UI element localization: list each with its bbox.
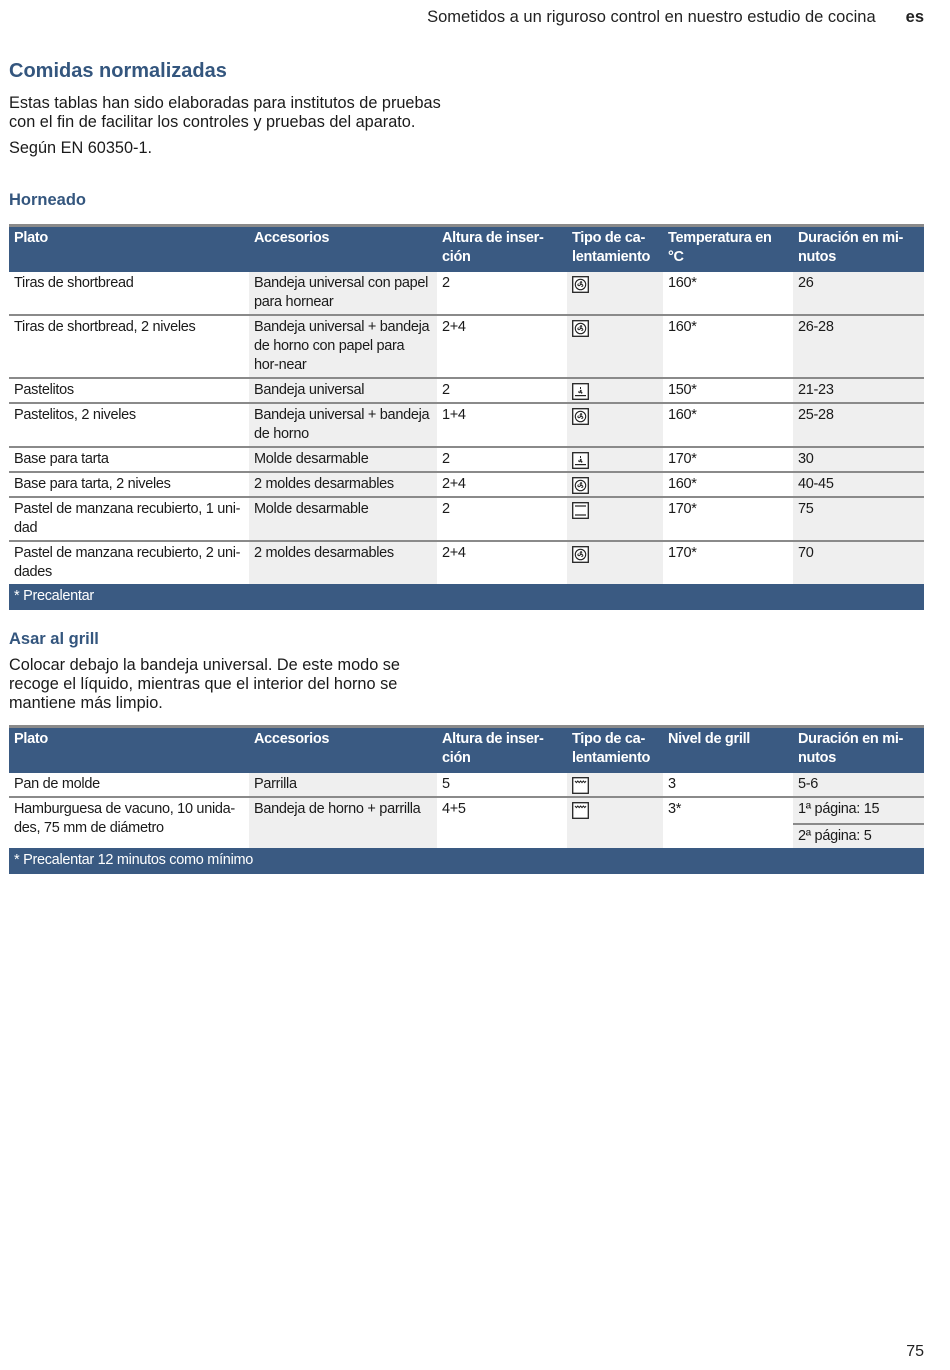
table-footnote-row [9,584,924,610]
table-row [9,272,924,315]
table-row [9,797,924,848]
cell-duracion: 30 [793,447,924,472]
table-row [9,497,924,541]
hot-air-icon [572,276,589,293]
cell-plato: Base para tarta [9,447,249,472]
column-header-plato: Plato [9,727,249,774]
cell-tipo [567,272,663,315]
cell-nivel-grill: 3 [663,773,793,797]
cell-temperatura: 160* [663,472,793,497]
grill-large-icon [572,802,589,819]
cell-temperatura: 160* [663,403,793,447]
cell-accesorios: 2 moldes desarmables [249,472,437,497]
cell-plato: Pastel de manzana recubierto, 1 uni-dad [9,497,249,541]
cell-altura: 1+4 [437,403,567,447]
language-tag: es [905,8,924,26]
cell-accesorios: Bandeja universal + bandeja de horno con papel para hor-near [249,315,437,378]
cell-plato: Pastel de manzana recubierto, 2 uni-dades [9,541,249,584]
cell-duracion [793,797,924,848]
intro-paragraph: Estas tablas han sido elaboradas para institutos de pruebas con el fin de facilitar los controles y pruebas del aparato. [9,94,441,131]
cell-altura: 4+5 [437,797,567,848]
cell-altura: 2 [437,447,567,472]
column-header-plato: Plato [9,226,249,273]
cell-nivel-grill: 3* [663,797,793,848]
cell-duracion: 40-45 [793,472,924,497]
table-footnote: * Precalentar 12 minutos como mínimo [9,848,924,874]
column-header-tipo: Tipo de ca-lentamiento [567,727,663,774]
cell-accesorios: Molde desarmable [249,497,437,541]
top-bottom-heat-icon [572,502,589,519]
page-title: Comidas normalizadas [9,60,227,82]
column-header-altura: Altura de inser-ción [437,226,567,273]
table-header-row [9,727,924,774]
cell-duracion: 5-6 [793,773,924,797]
cell-temperatura: 150* [663,378,793,403]
cell-tipo [567,315,663,378]
standard-reference: Según EN 60350-1. [9,138,153,157]
cell-accesorios: Bandeja universal + bandeja de horno [249,403,437,447]
grill-instructions: Colocar debajo la bandeja universal. De este modo se recoge el líquido, mientras que el interior del horno se mantiene más limpio. [9,656,400,712]
cell-altura: 2 [437,378,567,403]
cell-altura: 2 [437,497,567,541]
column-header-duracion: Duración en mi-nutos [793,727,924,774]
grill-table [9,725,924,874]
cell-plato: Base para tarta, 2 niveles [9,472,249,497]
cell-accesorios: Parrilla [249,773,437,797]
cell-tipo [567,497,663,541]
cell-tipo [567,403,663,447]
cell-plato: Hamburguesa de vacuno, 10 unida-des, 75 mm de diámetro [9,797,249,848]
cell-temperatura: 160* [663,272,793,315]
cell-altura: 5 [437,773,567,797]
column-header-accesorios: Accesorios [249,226,437,273]
cell-tipo [567,378,663,403]
table-row [9,403,924,447]
column-header-accesorios: Accesorios [249,727,437,774]
cell-tipo [567,541,663,584]
hot-air-icon [572,320,589,337]
cell-duracion: 25-28 [793,403,924,447]
table-header-row [9,226,924,273]
column-header-altura: Altura de inser-ción [437,727,567,774]
table-row [9,315,924,378]
table-footnote-row [9,848,924,874]
table-row [9,773,924,797]
cell-temperatura: 170* [663,541,793,584]
page-number: 75 [906,1343,924,1360]
table-row [9,378,924,403]
cell-tipo [567,797,663,848]
cell-plato: Pastelitos, 2 niveles [9,403,249,447]
cell-tipo [567,472,663,497]
table-row [9,541,924,584]
cell-accesorios: 2 moldes desarmables [249,541,437,584]
section-heading-horneado: Horneado [9,191,87,209]
column-header-temperatura: Temperatura en °C [663,226,793,273]
cell-altura: 2+4 [437,315,567,378]
intro-text [9,94,449,157]
cell-temperatura: 170* [663,497,793,541]
baking-table [9,224,924,610]
table-row [9,472,924,497]
section-heading-grill: Asar al grill [9,630,99,648]
cell-duracion: 26-28 [793,315,924,378]
cell-altura: 2 [437,272,567,315]
cell-plato: Tiras de shortbread, 2 niveles [9,315,249,378]
cell-altura: 2+4 [437,472,567,497]
column-header-duracion: Duración en mi-nutos [793,226,924,273]
cell-plato: Pan de molde [9,773,249,797]
cell-accesorios: Molde desarmable [249,447,437,472]
hot-air-icon [572,408,589,425]
hot-air-eco-icon [572,383,589,400]
grill-large-icon [572,777,589,794]
cell-duracion: 70 [793,541,924,584]
cell-duracion: 75 [793,497,924,541]
hot-air-eco-icon [572,452,589,469]
cell-temperatura: 170* [663,447,793,472]
cell-duracion: 21-23 [793,378,924,403]
cell-accesorios: Bandeja universal [249,378,437,403]
duration-first-side: 1ª página: 15 [798,801,880,817]
cell-duracion: 26 [793,272,924,315]
cell-plato: Tiras de shortbread [9,272,249,315]
column-header-tipo: Tipo de ca-lentamiento [567,226,663,273]
running-header [427,8,924,27]
table-footnote: * Precalentar [9,584,924,610]
cell-altura: 2+4 [437,541,567,584]
hot-air-icon [572,477,589,494]
cell-tipo [567,773,663,797]
cell-plato: Pastelitos [9,378,249,403]
duration-second-side: 2ª página: 5 [793,823,924,846]
cell-accesorios: Bandeja de horno + parrilla [249,797,437,848]
cell-temperatura: 160* [663,315,793,378]
hot-air-icon [572,546,589,563]
table-row [9,447,924,472]
cell-tipo [567,447,663,472]
column-header-nivel-grill: Nivel de grill [663,727,793,774]
running-header-title: Sometidos a un riguroso control en nuestro estudio de cocina [427,8,876,26]
cell-accesorios: Bandeja universal con papel para hornear [249,272,437,315]
